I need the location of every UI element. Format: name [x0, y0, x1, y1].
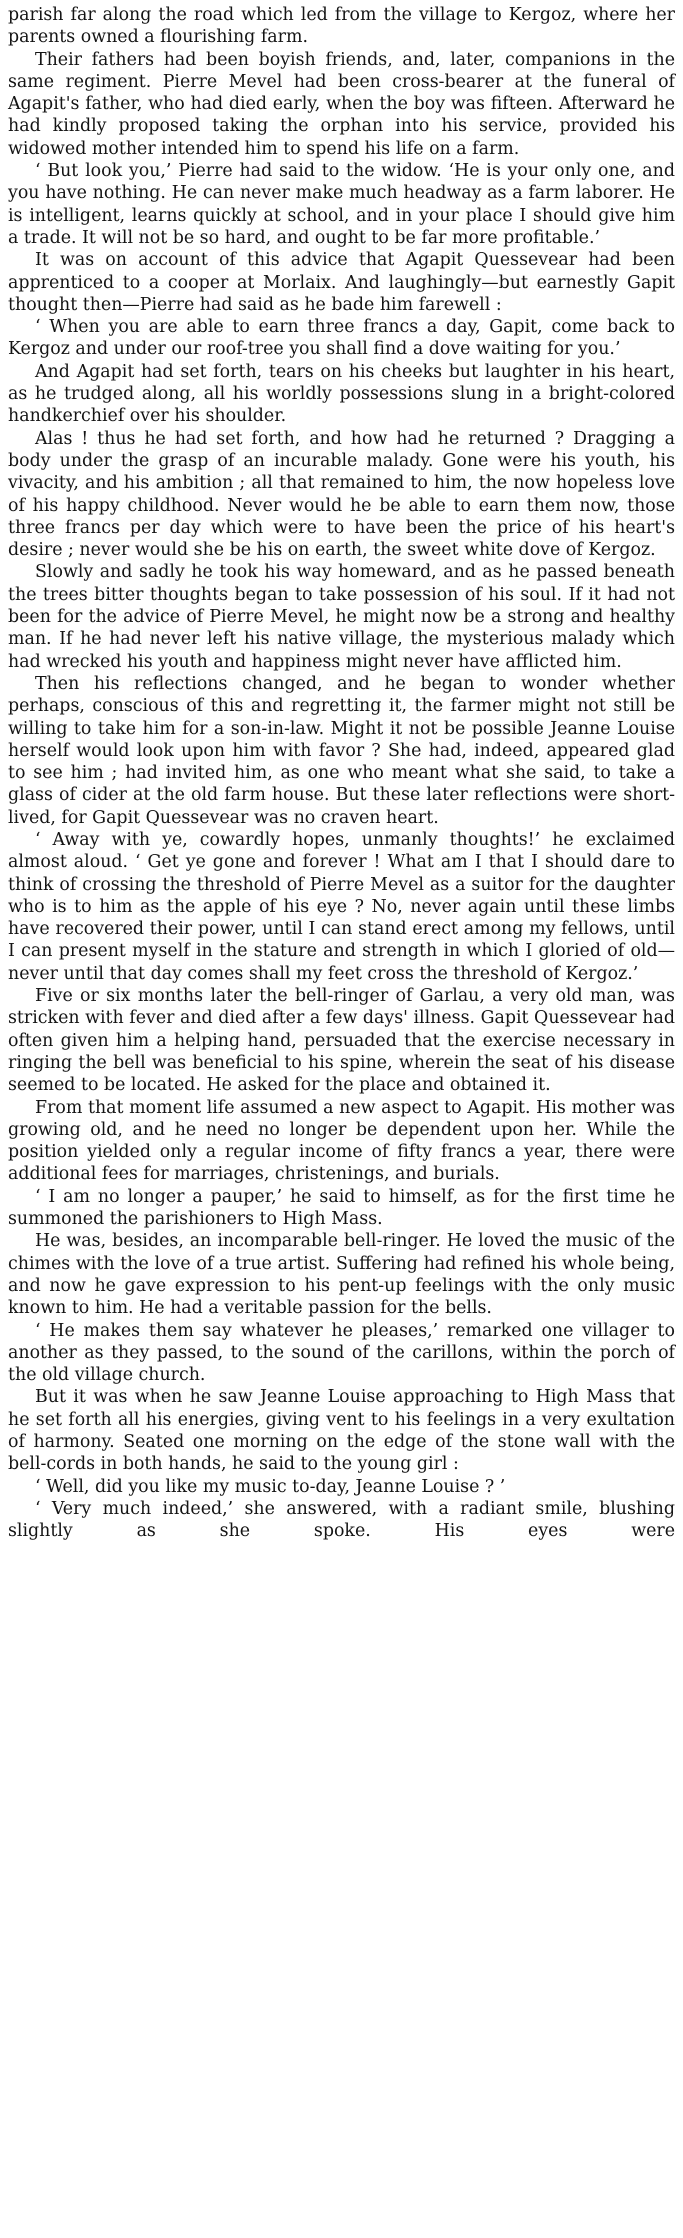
paragraph: It was on account of this advice that Agapit Quessevear had been apprenticed to a cooper at Morlaix. And laughingly—but earnestly Gapit thought then—Pierre had said as he bade him farewell : [8, 250, 675, 315]
paragraph: From that moment life assumed a new aspect to Agapit. His mother was growing old, and he need no longer be dependent upon her. While the position yielded only a regular income of fifty francs a year, there were additional fees for marriages, christenings, and burials. [8, 1097, 675, 1185]
paragraph: He was, besides, an incomparable bell-ringer. He loved the music of the chimes with the love of a true artist. Suffering had refined his whole being, and now he gave expression to his pent-up feelings with the only music known to him. He had a veritable passion for the bells. [8, 1231, 675, 1319]
paragraph: ‘ I am no longer a pauper,’ he said to himself, as for the first time he summoned the parishioners to High Mass. [8, 1186, 675, 1230]
paragraph: ‘ Well, did you like my music to-day, Jeanne Louise ? ’ [35, 1476, 506, 1497]
paragraph: ‘ But look you,’ Pierre had said to the widow. ‘He is your only one, and you have nothing. He can never make much headway as a farm laborer. He is intelligent, learns quickly at school, and in your place I should give him a trade. It will not be so hard, and ought to be far more profitable.’ [8, 161, 675, 248]
paragraph: Their fathers had been boyish friends, and, later, companions in the same regiment. Pierre Mevel had been cross-bearer at the funeral of Agapit's father, who had died early, when the boy was fifteen. Afterward he had kindly proposed taking the orphan into his service, provided his widowed mother intended him to spend his life on a farm. [8, 49, 675, 159]
paragraph: And Agapit had set forth, tears on his cheeks but laughter in his heart, as he trudged along, all his worldly possessions slung in a bright-colored handkerchief over his shoulder. [8, 361, 675, 427]
paragraph: Alas ! thus he had set forth, and how had he returned ? Dragging a body under the grasp of an incurable malady. Gone were his youth, his vivacity, and his ambition ; all that remained to him, the now hopeless love of his happy childhood. Never would he be able to earn them now, those three francs per day which were to have been the price of his heart's desire ; never would she be his on earth, the sweet white dove of Kergoz. [8, 428, 675, 561]
paragraph: Then his reflections changed, and he began to wonder whether perhaps, conscious of this and regretting it, the farmer might not still be willing to take him for a son-in-law. Might it not be possible Jeanne Louise herself would look upon him with favor ? She had, indeed, appeared glad to see him ; had invited him, as one who meant what she said, to take a glass of cider at the old farm house. But these later reflections were short-lived, for Gapit Quessevear was no craven heart. [8, 673, 675, 828]
paragraph: ‘ He makes them say whatever he pleases,’ remarked one villager to another as they passed, to the sound of the carillons, within the porch of the old village church. [8, 1320, 675, 1386]
paragraph: ‘ Very much indeed,’ she answered, with a radiant smile, blushing slightly as she spoke. His eyes were [8, 1498, 675, 1542]
paragraph: Slowly and sadly he took his way homeward, and as he passed beneath the trees bitter thoughts began to take possession of his soul. If it had not been for the advice of Pierre Mevel, he might now be a strong and healthy man. If he had never left his native village, the mysterious malady which had wrecked his youth and happiness might never have afflicted him. [8, 562, 675, 672]
paragraph: Five or six months later the bell-ringer of Garlau, a very old man, was stricken with fever and died after a few days' illness. Gapit Quessevear had often given him a helping hand, persuaded that the exercise necessary in ringing the bell was beneficial to his spine, wherein the seat of his disease seemed to be located. He asked for the place and obtained it. [8, 986, 675, 1096]
paragraph: ‘ Away with ye, cowardly hopes, unmanly thoughts!’ he exclaimed almost aloud. ‘ Get ye gone and forever ! What am I that I should dare to think of crossing the threshold of Pierre Mevel as a suitor for the daughter who is to him as the apple of his eye ? No, never again until these limbs have recovered their power, until I can stand erect among my fellows, until I can present myself in the stature and strength in which I gloried of old—never until that day comes shall my feet cross the threshold of Kergoz.’ [8, 829, 675, 984]
paragraph: parish far along the road which led from the village to Kergoz, where her parents owned a flourishing farm. [8, 5, 675, 48]
paragraph: But it was when he saw Jeanne Louise approaching to High Mass that he set forth all his energies, giving vent to his feelings in a very exultation of harmony. Seated one morning on the edge of the stone wall with the bell-cords in both hands, he said to the young girl : [8, 1387, 675, 1475]
paragraph: ‘ When you are able to earn three francs a day, Gapit, come back to Kergoz and under our roof-tree you shall find a dove waiting for you.’ [8, 317, 675, 360]
